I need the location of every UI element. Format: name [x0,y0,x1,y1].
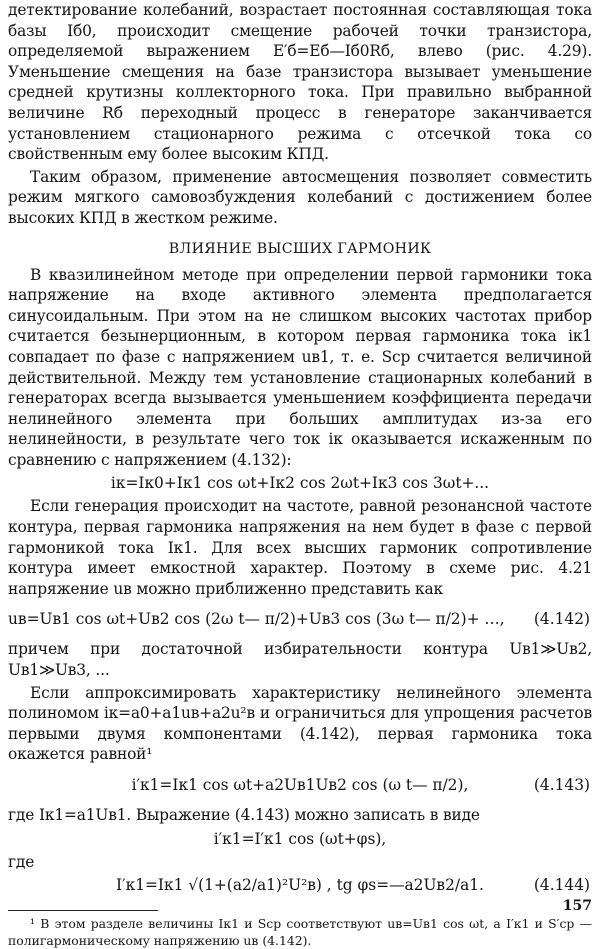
equation-4-144 [8,872,592,898]
equation-number: (4.144) [533,876,590,895]
equation-number: (4.143) [533,776,590,794]
equation-number: (4.142) [533,610,590,629]
equation-4-142 [8,599,592,639]
book-page [8,0,592,949]
equation-phase-form [8,826,592,852]
equation-text: i′к1=Iк1 cos ωt+a2Uв1Uв2 cos (ω t— π/2), [131,776,469,794]
equation-4-143 [8,765,592,805]
page-number: 157 [562,898,592,914]
paragraph-polynomial-approx: Если аппроксимировать характеристику нелинейного элемента полиномом iк=a0+a1uв+a2u²в и ограничиться для упрощения расчетов первыми двумя компонентами (4.142), первая гармоника тока окажется равной¹ [8,683,592,764]
paragraph-where: где [8,852,35,871]
paragraph-autobias-conclusion: Таким образом, применение автосмещения позволяет совместить режим мягкого самовозбуждения колебаний с достижением более высоких КПД в жестком режиме. [8,167,592,227]
paragraph-resonant-frequency: Если генерация происходит на частоте, равной резонансной частоте контура, первая гармоника напряжения на нем будет в фазе с первой гармоникой тока Iк1. Для всех высших гармоник сопротивление контура имеет емкостной характер. Поэтому в схеме рис. 4.21 напряжение uв можно приближенно представить как [8,497,592,598]
equation-text: i′к1=I′к1 cos (ωt+φs), [213,829,387,848]
equation-text: I′к1=Iк1 √(1+(a2/a1)²U²в) , tg φs=—a2Uв2/a1. [116,876,484,895]
footnote: ¹ В этом разделе величины Iк1 и Sср соответствуют uв=Uв1 cos ωt, а I′к1 и S′ср — полигармоническому напряжению uв (4.142). [8,916,592,949]
paragraph-autobias-detection: детектирование колебаний, возрастает постоянная составляющая тока базы Iб0, происходит смещение рабочей точки транзистора, определяемой выражением E′б=Eб—Iб0Rб, влево (рис. 4.29). Уменьшение смещения на базе транзистора вызывает уменьшение средней крутизны коллекторного тока. При правильно выбранной величине Rб переходный процесс в генераторе заканчивается установлением стационарного режима с отсечкой тока со свойственным ему более высоким КПД. [8,1,592,164]
paragraph-rewrite: где Iк1=a1Uв1. Выражение (4.143) можно записать в виде [8,806,480,824]
equation-text: uв=Uв1 cos ωt+Uв2 cos (2ω t— π/2)+Uв3 cos (3ω t— π/2)+ …, [8,610,505,629]
paragraph-quasilinear-method: В квазилинейном методе при определении первой гармоники тока напряжение на входе активного элемента предполагается синусоидальным. При этом на не слишком высоких частотах прибор считается безынерционным, в котором первая гармоника тока iк1 совпадает по фазе с напряжением uв1, т. е. Sср считается величиной действительной. Между тем установление стационарных колебаний в генераторах всегда вызывается уменьшением коэффициента передачи нелинейного элемента при больших амплитудах из-за его нелинейности, в результате чего ток iк оказывается искаженным по сравнению с напряжением (4.132): [8,265,592,469]
section-heading: ВЛИЯНИЕ ВЫСШИХ ГАРМОНИК [168,240,432,257]
equation-text: iк=Iк0+Iк1 cos ωt+Iк2 cos 2ωt+Iк3 cos 3ωt+... [110,474,490,493]
paragraph-selectivity: причем при достаточной избирательности контура Uв1≫Uв2, Uв1≫Uв3, ... [8,640,592,680]
equation-current-harmonics [8,470,592,496]
footnote-divider [8,910,158,911]
